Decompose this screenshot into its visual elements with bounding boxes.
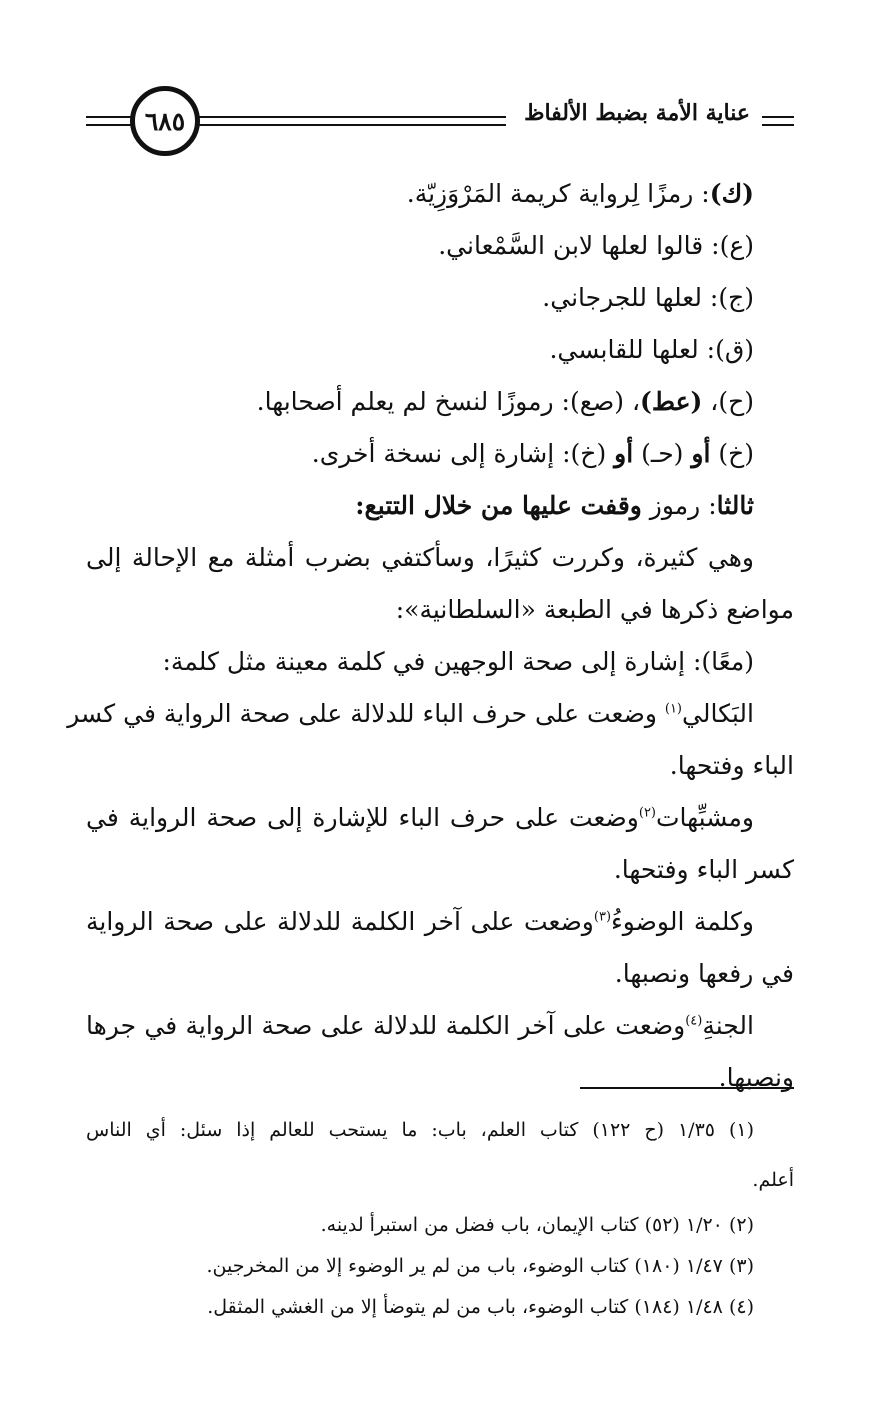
text-line: (ق): لعلها للقابسي. [549,335,754,364]
text-line: الباء وفتحها. [669,751,794,780]
page-number: ٦٨٥ [144,106,186,136]
section-heading: ثالثا: رموز وقفت عليها من خلال التتبع: [355,491,754,520]
footnote-ref: (٣) [593,909,612,925]
text-line: كسر الباء وفتحها. [613,855,794,884]
symbol: (عط) [640,387,703,416]
footnotes [86,1105,794,1328]
text-line: الجنةِ$^{(٤)}$وضعت على آخر الكلمة للدلالة على صحة الرواية في جرها [86,1011,754,1040]
text-line: (ك): رمزًا لِرواية كريمة المَرْوَزِيّة. [406,179,754,208]
footnote-3: (٣) ١/٤٧ (١٨٠) كتاب الوضوء، باب من لم ير الوضوء إلا من المخرجين. [206,1255,754,1277]
footnote-ref: (٢) [638,805,656,821]
header-title: عناية الأمة بضبط الألفاظ [524,100,750,126]
text-line: وكلمة الوضوءُ$^{(٣)}$وضعت على آخر الكلمة للدلالة على صحة الرواية [86,907,754,936]
text-line: (ج): لعلها للجرجاني. [542,283,754,312]
text-line: (ع): قالوا لعلها لابن السَّمْعاني. [438,231,754,260]
text-line: (خ) أو (حـ) أو (خ): إشارة إلى نسخة أخرى. [311,439,754,468]
text-line: البَكالي$^{(١)}$ وضعت على حرف الباء للدلالة على صحة الرواية في كسر [67,699,754,728]
symbol: (ك) [709,179,754,208]
footnote-1-cont: أعلم. [752,1169,794,1191]
text-line: ونصبها. [718,1063,794,1092]
footnote-separator [580,1087,794,1089]
header-rule-middle-bottom [196,124,506,126]
text-line: (معًا): إشارة إلى صحة الوجهين في كلمة معينة مثل كلمة: [162,647,754,676]
text-line: ومشبِّهات$^{(٢)}$وضعت على حرف الباء للإشارة إلى صحة الرواية في [86,803,754,832]
header-rule-right-bottom [762,124,794,126]
footnote-2: (٢) ١/٢٠ (٥٢) كتاب الإيمان، باب فضل من استبرأ لدينه. [320,1214,754,1236]
main-text [67,168,794,1104]
header-rule-middle-top [196,116,506,118]
text-line: في رفعها ونصبها. [614,959,794,988]
text-line: وهي كثيرة، وكررت كثيرًا، وسأكتفي بضرب أمثلة مع الإحالة إلى [86,543,754,572]
header-rule-right-top [762,116,794,118]
footnote-ref: (١) [664,701,682,717]
running-header [86,86,794,166]
footnote-1: (١) ١/٣٥ (ح ١٢٢) كتاب العلم، باب: ما يستحب للعالم إذا سئل: أي الناس [86,1119,755,1141]
text-line: مواضع ذكرها في الطبعة «السلطانية»: [395,595,794,624]
page-number-badge [130,86,200,156]
footnote-ref: (٤) [685,1013,703,1029]
text-line: (ح)، (عط)، (صع): رموزًا لنسخ لم يعلم أصحابها. [256,387,754,416]
footnote-4: (٤) ١/٤٨ (١٨٤) كتاب الوضوء، باب من لم يتوضأ إلا من الغشي المثقل. [207,1296,754,1318]
